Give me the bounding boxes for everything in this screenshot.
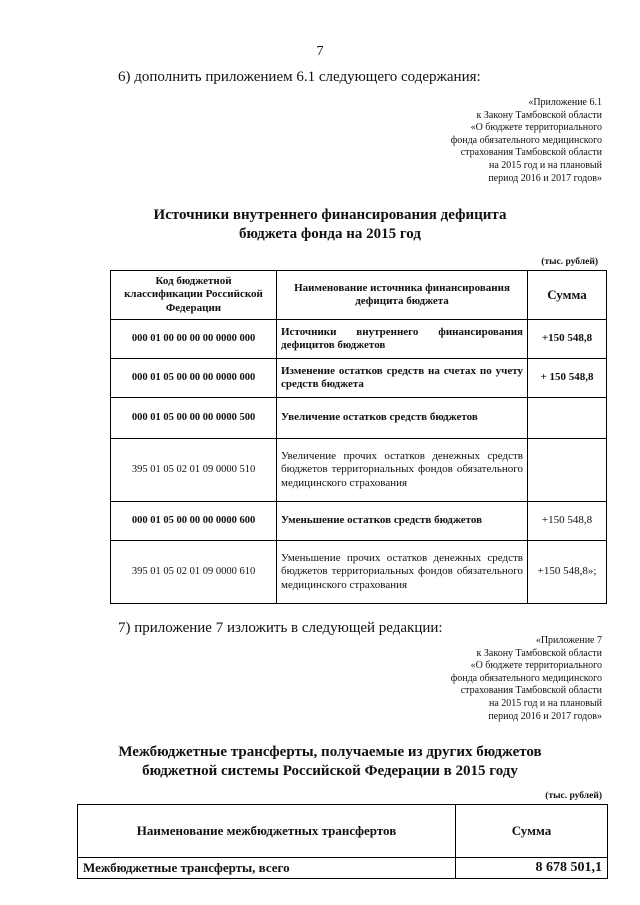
row-sum (528, 439, 607, 502)
appendix-line: к Закону Тамбовской области (476, 109, 602, 121)
row-code: 000 01 05 00 00 00 0000 500 (111, 398, 277, 439)
row-name: Уменьшение остатков средств бюджетов (277, 502, 528, 541)
header-sum: Сумма (456, 805, 608, 858)
row-sum: +150 548,8»; (528, 541, 607, 604)
table-row (111, 398, 607, 439)
header-code: Код бюджетной классификации Российской Федерации (111, 271, 277, 320)
appendix-line: период 2016 и 2017 годов» (488, 172, 602, 184)
appendix-7-note (451, 635, 602, 723)
title-line: бюджета фонда на 2015 год (239, 226, 421, 242)
row-name: Изменение остатков средств на счетах по учету средств бюджета (277, 359, 528, 398)
table-row (111, 541, 607, 604)
appendix-line: «Приложение 6.1 (528, 97, 602, 108)
row-sum: 8 678 501,1 (456, 858, 608, 879)
header-name: Наименование источника финансирования дефицита бюджета (277, 271, 528, 320)
row-name: Увеличение прочих остатков денежных средств бюджетов территориальных фондов обязательного медицинского страхования (277, 439, 528, 502)
table-row (111, 359, 607, 398)
table-row (111, 439, 607, 502)
appendix-line: фонда обязательного медицинского (450, 672, 602, 684)
row-code: 000 01 00 00 00 00 0000 000 (111, 320, 277, 359)
title-line: Межбюджетные трансферты, получаемые из других бюджетов (118, 744, 542, 760)
appendix-line: на 2015 год и на плановый (488, 159, 602, 171)
table-row (111, 502, 607, 541)
row-sum: +150 548,8 (528, 320, 607, 359)
appendix-line: страхования Тамбовской области (460, 147, 602, 159)
row-code: 000 01 05 00 00 00 0000 600 (111, 502, 277, 541)
section-title-sources (60, 206, 600, 244)
row-code: 395 01 05 02 01 09 0000 510 (111, 439, 277, 502)
row-sum (528, 398, 607, 439)
appendix-line: фонда обязательного медицинского (450, 134, 602, 146)
table-header-row (78, 805, 608, 858)
appendix-line: «О бюджете территориального (470, 122, 602, 134)
row-name: Увеличение остатков средств бюджетов (277, 398, 528, 439)
page-number: 7 (316, 44, 324, 59)
units-label: (тыс. рублей) (545, 791, 602, 801)
table-row (78, 858, 608, 879)
row-code: 000 01 05 00 00 00 0000 000 (111, 359, 277, 398)
item-7-text: 7) приложение 7 изложить в следующей редакции: (118, 620, 443, 636)
row-sum: +150 548,8 (528, 502, 607, 541)
row-name: Уменьшение прочих остатков денежных средств бюджетов территориальных фондов обязательного медицинского страхования (277, 541, 528, 604)
title-line: Источники внутреннего финансирования дефицита (153, 207, 507, 223)
section-title-transfers (60, 743, 600, 781)
deficit-sources-table (110, 270, 607, 604)
row-name: Источники внутреннего финансирования дефицитов бюджетов (277, 320, 528, 359)
item-6-text: 6) дополнить приложением 6.1 следующего содержания: (118, 69, 481, 85)
row-sum: + 150 548,8 (528, 359, 607, 398)
transfers-table (77, 804, 608, 879)
title-line: бюджетной системы Российской Федерации в 2015 году (142, 763, 518, 779)
appendix-line: «О бюджете территориального (470, 660, 602, 672)
header-sum: Сумма (528, 271, 607, 320)
table-header-row (111, 271, 607, 320)
appendix-line: «Приложение 7 (535, 635, 602, 646)
header-name: Наименование межбюджетных трансфертов (78, 805, 456, 858)
appendix-6-1-note (451, 97, 602, 185)
appendix-line: на 2015 год и на плановый (488, 697, 602, 709)
appendix-line: страхования Тамбовской области (460, 685, 602, 697)
units-label: (тыс. рублей) (541, 257, 598, 267)
table-row (111, 320, 607, 359)
appendix-line: период 2016 и 2017 годов» (488, 710, 602, 722)
row-name: Межбюджетные трансферты, всего (78, 858, 456, 879)
row-code: 395 01 05 02 01 09 0000 610 (111, 541, 277, 604)
appendix-line: к Закону Тамбовской области (476, 647, 602, 659)
